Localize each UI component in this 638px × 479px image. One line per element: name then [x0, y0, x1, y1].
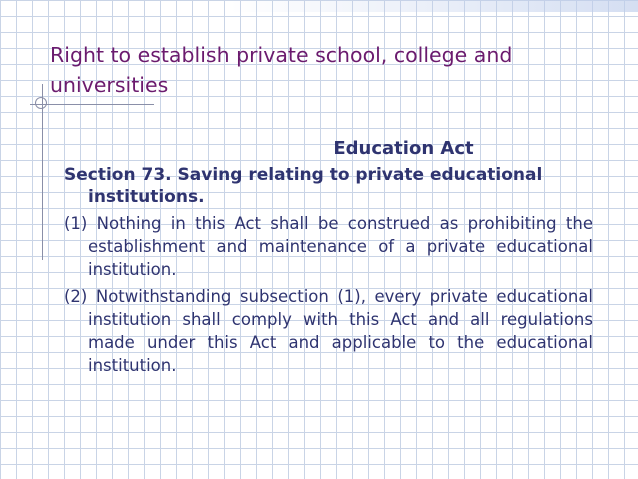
top-gradient-bar — [230, 0, 638, 12]
title-underline-rule — [30, 104, 154, 105]
section-heading: Section 73. Saving relating to private educational institutions. — [64, 165, 543, 207]
vertical-rule — [42, 84, 43, 260]
paragraph-1: (1) Nothing in this Act shall be construed as prohibiting the establishment and maintenance of a private educational institution. — [64, 214, 593, 279]
slide-title: Right to establish private school, college and universities — [50, 43, 513, 97]
slide-body — [64, 136, 593, 377]
paragraph-2: (2) Notwithstanding subsection (1), every private educational institution shall comply with this Act and all regulations made under this Act and applicable to the educational institution. — [64, 287, 593, 375]
act-title: Education Act — [333, 138, 474, 159]
circle-ornament-icon — [35, 97, 47, 109]
